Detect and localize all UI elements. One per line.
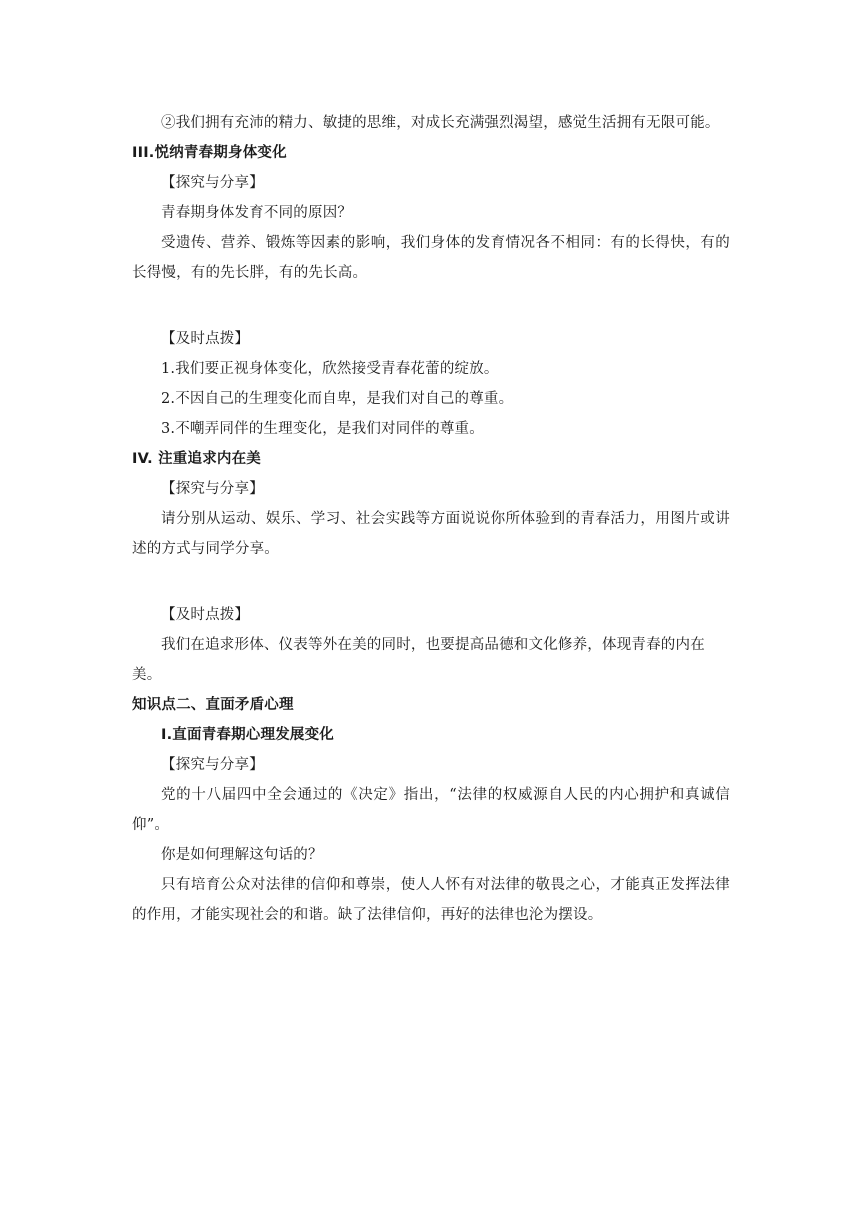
- question-growth-reasons: 青春期身体发育不同的原因？: [161, 205, 353, 221]
- quote-decision: 党的十八届四中全会通过的《决定》指出，“法律的权威源自人民的内心拥护和真诚信仰”。: [132, 787, 730, 833]
- tip-inner-beauty: 我们在追求形体、仪表等外在美的同时，也要提高品德和文化修养，体现青春的内在美。: [132, 637, 705, 683]
- answer-growth-reasons: 受遗传、营养、锻炼等因素的影响，我们身体的发育情况各不相同：有的长得快，有的长得慢，有的先长胖，有的先长高。: [132, 235, 730, 281]
- document-page: [132, 108, 730, 930]
- answer-law-belief: 只有培育公众对法律的信仰和尊崇，使人人怀有对法律的敬畏之心，才能真正发挥法律的作用，才能实现社会的和谐。缺了法律信仰，再好的法律也沦为摆设。: [132, 877, 730, 923]
- explore-share-label: 【探究与分享】: [161, 175, 264, 191]
- question-understanding: 你是如何理解这句话的？: [161, 847, 323, 863]
- heading-psychological-development: Ⅰ.直面青春期心理发展变化: [161, 727, 335, 743]
- heading-accept-body-changes: III.悦纳青春期身体变化: [132, 145, 287, 161]
- explore-share-label: 【探究与分享】: [161, 481, 264, 497]
- answer-youth-vitality: 请分别从运动、娱乐、学习、社会实践等方面说说你所体验到的青春活力，用图片或讲述的方式与同学分享。: [132, 511, 730, 557]
- blank-space: [132, 564, 730, 600]
- tip-item: 1.我们要正视身体变化，欣然接受青春花蕾的绽放。: [161, 361, 499, 377]
- blank-space: [132, 288, 730, 324]
- explore-share-label: 【探究与分享】: [161, 757, 264, 773]
- timely-tips-label: 【及时点拨】: [161, 607, 250, 623]
- timely-tips-label: 【及时点拨】: [161, 331, 250, 347]
- section-heading-contradictory-psychology: 知识点二、直面矛盾心理: [132, 697, 294, 713]
- heading-inner-beauty: IV. 注重追求内在美: [132, 451, 262, 467]
- paragraph-energy: ②我们拥有充沛的精力、敏捷的思维，对成长充满强烈渴望，感觉生活拥有无限可能。: [161, 115, 720, 131]
- tip-item: 2.不因自己的生理变化而自卑，是我们对自己的尊重。: [161, 391, 514, 407]
- tip-item: 3.不嘲弄同伴的生理变化，是我们对同伴的尊重。: [161, 421, 484, 437]
